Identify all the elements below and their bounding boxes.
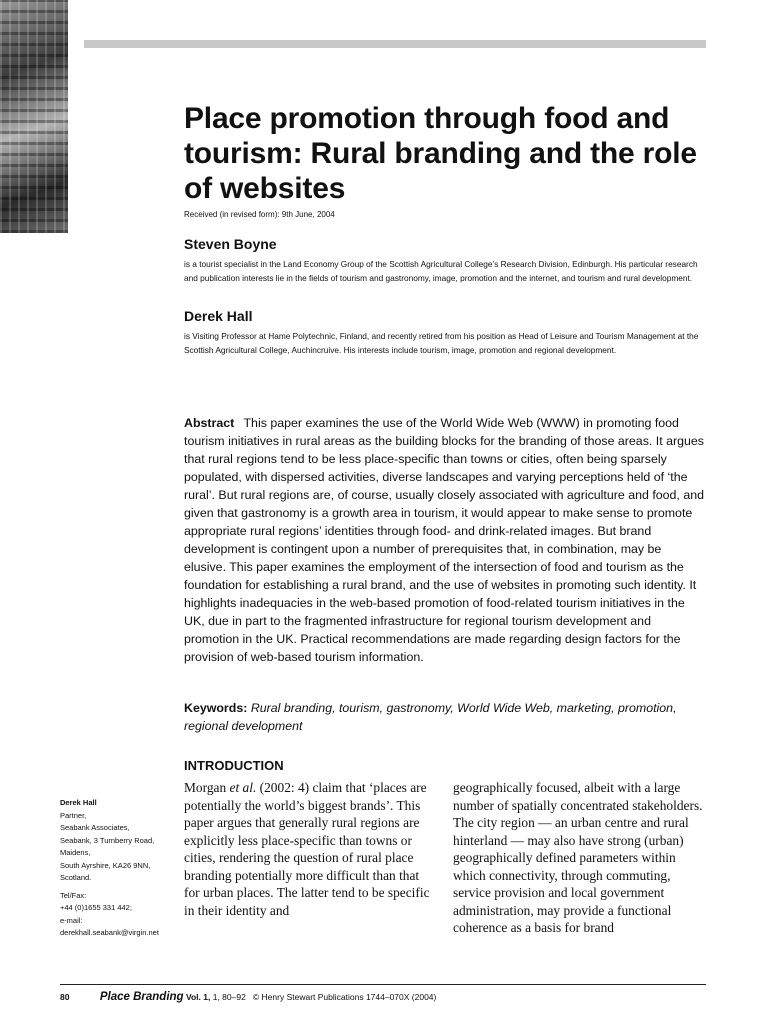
abstract	[184, 414, 706, 666]
page-footer	[60, 991, 436, 1003]
introduction-column-2: geographically focused, albeit with a large number of spatially concentrated stakeholders. The city region — an urban centre and rural hinterland — may also have strong (urban) geographically defined parameters within which connectivity, through commuting, service provision and local government administration, may provide a functional coherence as a basis for brand	[453, 780, 703, 935]
contact-address-line: Seabank, 3 Turnberry Road,	[60, 835, 155, 845]
article-title: Place promotion through food and tourism: Rural branding and the role of websites	[184, 102, 697, 205]
author-name-1: Steven Boyne	[184, 236, 277, 252]
keywords	[184, 699, 706, 735]
contact-address-line: South Ayrshire, KA26 9NN,	[60, 860, 151, 870]
copyright: © Henry Stewart Publications 1744–070X (2004)	[252, 992, 437, 1002]
contact-tel: +44 (0)1655 331 442;	[60, 903, 132, 912]
keywords-text: Rural branding, tourism, gastronomy, World Wide Web, marketing, promotion, regional development	[184, 701, 677, 733]
cover-photo-strip	[0, 0, 68, 233]
introduction-column-1: Morgan et al. (2002: 4) claim that ‘places are potentially the world’s biggest brands’. This paper argues that generally rural regions are explicitly less place-specific than towns or cities, rendering the question of rural place branding potentially more difficult than that for urban places. The latter tend to be specific in their identity and	[184, 780, 430, 918]
contact-address-line: Seabank Associates,	[60, 823, 130, 832]
footer-rule	[60, 984, 706, 985]
contact-tel-label: Tel/Fax:	[60, 890, 87, 900]
contact-name: Derek Hall	[60, 798, 97, 807]
contact-email: derekhall.seabank@virgin.net	[60, 928, 159, 937]
contact-address-line: Maidens,	[60, 848, 91, 857]
journal-issue-pages: 1, 80–92	[212, 992, 246, 1002]
page-number: 80	[60, 992, 70, 1002]
contact-address-line: Partner,	[60, 810, 87, 820]
author-bio-1: is a tourist specialist in the Land Economy Group of the Scottish Agricultural College’s Research Division, Edinburgh. His particular research and publication interests lie in the fields of tourism and gastronomy, image, promotion and the internet, and tourism and rural development.	[184, 259, 698, 283]
contact-address-line: Scotland.	[60, 873, 92, 882]
journal-name: Place Branding	[99, 991, 184, 1003]
author-bio-2: is Visiting Professor at Hame Polytechnic, Finland, and recently retired from his position as Head of Leisure and Tourism Management at the Scottish Agricultural College, Auchincruive. His interests include tourism, image, promotion and regional development.	[184, 331, 699, 355]
journal-volume: Vol. 1,	[185, 992, 211, 1002]
author-name-2: Derek Hall	[184, 308, 253, 324]
abstract-text: This paper examines the use of the World Wide Web (WWW) in promoting food tourism initiatives in rural areas as the building blocks for the branding of those areas. It argues that rural regions tend to be less place-specific than towns or cities, often being sparsely populated, with dispersed activities, diverse landscapes and varying perceptions held of ‘the rural’. But rural regions are, of course, usually closely associated with agriculture and food, and given that gastronomy is a growth area in tourism, it would appear to make sense to promote appropriate rural regions’ identities through food- and drink-related images. But brand development is contingent upon a number of prerequisites that, in combination, may be elusive. This paper examines the employment of the intersection of food and tourism as the foundation for establishing a rural brand, and the use of websites in promoting such identity. It highlights inadequacies in the web-based promotion of food-related tourism initiatives in the UK, due in part to the fragmented infrastructure for regional tourism development and promotion in the UK. Practical recommendations are made regarding design factors for the provision of web-based tourism information.	[184, 416, 704, 664]
introduction-heading: INTRODUCTION	[184, 758, 284, 773]
header-rule	[84, 40, 706, 48]
abstract-label: Abstract	[184, 416, 235, 430]
author-contact	[60, 797, 180, 940]
received-date: Received (in revised form): 9th June, 2004	[184, 210, 335, 219]
keywords-label: Keywords:	[184, 701, 248, 715]
contact-email-label: e-mail:	[60, 915, 83, 925]
